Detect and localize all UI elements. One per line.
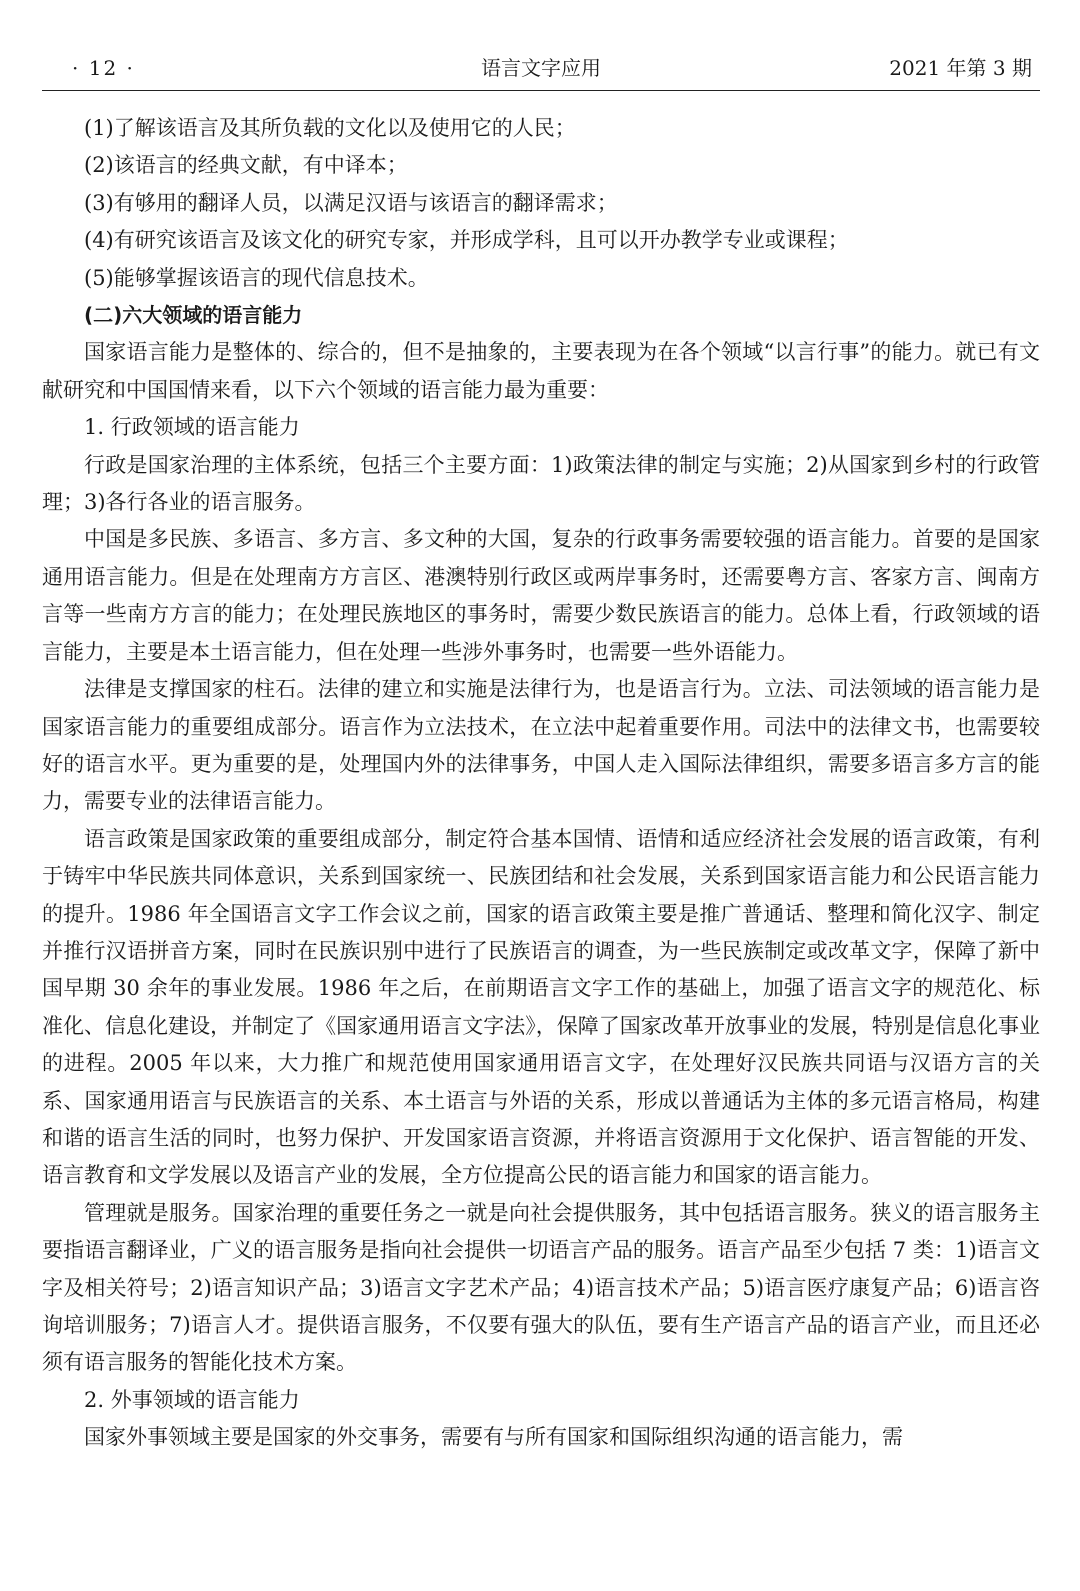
- subsection-heading: 2. 外事领域的语言能力: [84, 1387, 300, 1412]
- body-text: [42, 110, 1040, 1457]
- running-header: [42, 50, 1040, 91]
- journal-title: 语言文字应用: [481, 56, 601, 80]
- issue-label: 2021 年第 3 期: [889, 56, 1032, 80]
- page-number: · 12 ·: [72, 56, 135, 80]
- paragraph: 行政是国家治理的主体系统，包括三个主要方面：1)政策法律的制定与实施；2)从国家到乡村的行政管理；3)各行各业的语言服务。: [42, 452, 1040, 515]
- list-item: (1)了解该语言及其所负载的文化以及使用它的人民；: [84, 116, 576, 140]
- list-item: (4)有研究该语言及该文化的研究专家，并形成学科，且可以开办教学专业或课程；: [84, 228, 849, 253]
- paragraph: 国家语言能力是整体的、综合的，但不是抽象的，主要表现为在各个领域“以言行事”的能力。就已有文献研究和中国国情来看，以下六个领域的语言能力最为重要：: [42, 340, 1040, 402]
- paragraph: 语言政策是国家政策的重要组成部分，制定符合基本国情、语情和适应经济社会发展的语言政策，有利于铸牢中华民族共同体意识，关系到国家统一、民族团结和社会发展，关系到国家语言能力和公民语言能力的提升。1986 年全国语言文字工作会议之前，国家的语言政策主要是推广普通话、整理和简化汉字、制定并推行汉语拼音方案，同时在民族识别中进行了民族语言的调查，为一些民族制定或改革文字，保障了新中国早期 30 余年的事业发展。1986 年之后，在前期语言文字工作的基础上，加强了语言文字的规范化、标准化、信息化建设，并制定了《国家通用语言文字法》，保障了国家改革开放事业的发展，特别是信息化事业的进程。2005 年以来，大力推广和规范使用国家通用语言文字，在处理好汉民族共同语与汉语方言的关系、国家通用语言与民族语言的关系、本土语言与外语的关系，形成以普通话为主体的多元语言格局，构建和谐的语言生活的同时，也努力保护、开发国家语言资源，并将语言资源用于文化保护、语言智能的开发、语言教育和文学发展以及语言产业的发展，全方位提高公民的语言能力和国家的语言能力。: [42, 826, 1040, 1188]
- list-item: (2)该语言的经典文献，有中译本；: [84, 153, 408, 178]
- paragraph: 管理就是服务。国家治理的重要任务之一就是向社会提供服务，其中包括语言服务。狭义的语言服务主要指语言翻译业，广义的语言服务是指向社会提供一切语言产品的服务。语言产品至少包括 7 类：1)语言文字及相关符号；2)语言知识产品；3)语言文字艺术产品；4)语言技术产品；5)语言医疗康复产品；6)语言咨询培训服务；7)语言人才。提供语言服务，不仅要有强大的队伍，要有生产语言产品的语言产业，而且还必须有语言服务的智能化技术方案。: [42, 1200, 1040, 1375]
- list-item: (5)能够掌握该语言的现代信息技术。: [84, 265, 429, 290]
- paragraph: 法律是支撑国家的柱石。法律的建立和实施是法律行为，也是语言行为。立法、司法领域的语言能力是国家语言能力的重要组成部分。语言作为立法技术，在立法中起着重要作用。司法中的法律文书，也需要较好的语言水平。更为重要的是，处理国内外的法律事务，中国人走入国际法律组织，需要多语言多方言的能力，需要专业的法律语言能力。: [42, 677, 1040, 814]
- paragraph: 国家外事领域主要是国家的外交事务，需要有与所有国家和国际组织沟通的语言能力，需: [84, 1425, 903, 1450]
- paragraph: 中国是多民族、多语言、多方言、多文种的大国，复杂的行政事务需要较强的语言能力。首要的是国家通用语言能力。但是在处理南方方言区、港澳特别行政区或两岸事务时，还需要粤方言、客家方言、闽南方言等一些南方方言的能力；在处理民族地区的事务时，需要少数民族语言的能力。总体上看，行政领域的语言能力，主要是本土语言能力，但在处理一些涉外事务时，也需要一些外语能力。: [42, 527, 1040, 664]
- list-item: (3)有够用的翻译人员，以满足汉语与该语言的翻译需求；: [84, 190, 618, 215]
- section-heading: (二)六大领域的语言能力: [84, 303, 303, 328]
- subsection-heading: 1. 行政领域的语言能力: [84, 415, 300, 440]
